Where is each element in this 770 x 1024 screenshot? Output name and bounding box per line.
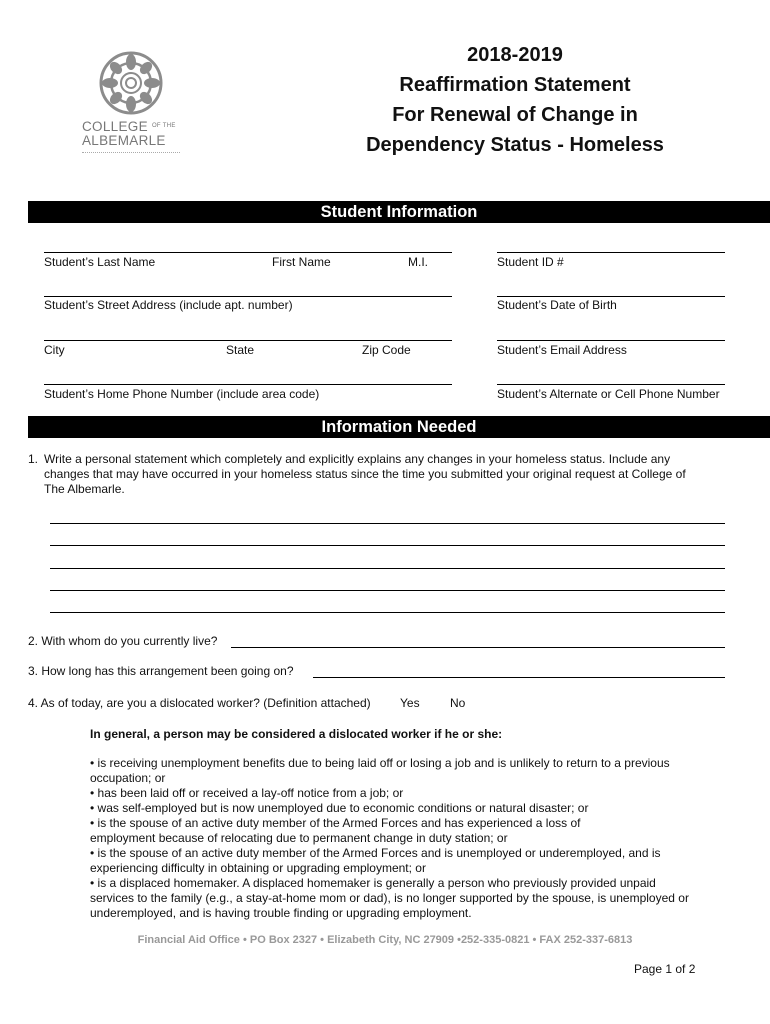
definition-list <box>90 756 740 921</box>
logo-line2: ALBEMARLE <box>82 133 166 148</box>
dob-field-line[interactable] <box>497 296 725 297</box>
document-title <box>330 40 700 160</box>
logo-divider <box>82 152 180 153</box>
q2-text: 2. With whom do you currently live? <box>28 634 218 648</box>
city-state-zip-field-line[interactable] <box>44 340 452 341</box>
statement-line[interactable] <box>50 545 725 546</box>
title-line2: For Renewal of Change in <box>392 104 638 126</box>
logo-line1: COLLEGE <box>82 119 148 134</box>
statement-line[interactable] <box>50 590 725 591</box>
q4-text: 4. As of today, are you a dislocated worker? (Definition attached) <box>28 696 371 710</box>
college-logo <box>78 48 188 160</box>
definition-line: • was self-employed but is now unemployed due to economic conditions or natural disaster; or <box>90 801 589 815</box>
home-phone-label: Student’s Home Phone Number (include area code) <box>44 387 320 401</box>
alt-phone-field-line[interactable] <box>497 384 725 385</box>
q3-text: 3. How long has this arrangement been going on? <box>28 664 294 678</box>
email-label: Student’s Email Address <box>497 343 627 357</box>
street-label: Student’s Street Address (include apt. number) <box>44 298 293 312</box>
q1-line1: Write a personal statement which completely and explicitly explains any changes in your homeless status. Include any <box>44 452 671 466</box>
q2-answer-line[interactable] <box>231 647 725 648</box>
definition-line: • is a displaced homemaker. A displaced homemaker is generally a person who previously provided unpaid <box>90 876 656 890</box>
q4-yes-option[interactable]: Yes <box>400 696 420 710</box>
alt-phone-label: Student’s Alternate or Cell Phone Number <box>497 387 720 401</box>
q3-answer-line[interactable] <box>313 677 725 678</box>
q1-number: 1. <box>28 452 39 466</box>
footer-contact: Financial Aid Office • PO Box 2327 • Elizabeth City, NC 27909 •252-335-0821 • FAX 252-337-6813 <box>137 934 633 946</box>
logo-emblem-icon <box>92 48 170 118</box>
state-label: State <box>226 343 255 357</box>
title-line1: Reaffirmation Statement <box>399 74 631 96</box>
student-id-label: Student ID # <box>497 255 564 269</box>
definition-heading: In general, a person may be considered a dislocated worker if he or she: <box>90 727 503 741</box>
student-id-field-line[interactable] <box>497 252 725 253</box>
name-field-line[interactable] <box>44 252 452 253</box>
mi-label: M.I. <box>408 255 428 269</box>
statement-line[interactable] <box>50 568 725 569</box>
definition-line: experiencing difficulty in obtaining or upgrading employment; or <box>90 861 426 875</box>
definition-line: • is the spouse of an active duty member of the Armed Forces and is unemployed or underemployed, and is <box>90 846 661 860</box>
dob-label: Student’s Date of Birth <box>497 298 617 312</box>
logo-text <box>82 120 176 148</box>
student-info-heading: Student Information <box>28 201 770 223</box>
definition-line: • has been laid off or received a lay-off notice from a job; or <box>90 786 404 800</box>
logo-of-the: OF THE <box>151 123 176 129</box>
home-phone-field-line[interactable] <box>44 384 452 385</box>
q1-line3: The Albemarle. <box>44 482 125 496</box>
first-name-label: First Name <box>272 255 331 269</box>
definition-line: occupation; or <box>90 771 166 785</box>
email-field-line[interactable] <box>497 340 725 341</box>
definition-line: employment because of relocating due to permanent change in duty station; or <box>90 831 508 845</box>
title-line3: Dependency Status - Homeless <box>366 134 664 156</box>
definition-line: • is the spouse of an active duty member of the Armed Forces and has experienced a loss of <box>90 816 581 830</box>
q1-text <box>44 452 744 497</box>
statement-line[interactable] <box>50 523 725 524</box>
title-year: 2018-2019 <box>467 44 563 66</box>
info-needed-heading: Information Needed <box>28 416 770 438</box>
definition-line: • is receiving unemployment benefits due to being laid off or losing a job and is unlikely to return to a previous <box>90 756 670 770</box>
q4-no-option[interactable]: No <box>450 696 466 710</box>
definition-line: underemployed, and is having trouble finding or upgrading employment. <box>90 906 472 920</box>
page-number: Page 1 of 2 <box>634 962 696 976</box>
q1-line2: changes that may have occurred in your homeless status since the time you submitted your original request at College of <box>44 467 686 481</box>
street-field-line[interactable] <box>44 296 452 297</box>
city-label: City <box>44 343 65 357</box>
last-name-label: Student’s Last Name <box>44 255 156 269</box>
definition-line: services to the family (e.g., a stay-at-home mom or dad), is no longer supported by the spouse, is unemployed or <box>90 891 689 905</box>
statement-line[interactable] <box>50 612 725 613</box>
zip-label: Zip Code <box>362 343 411 357</box>
